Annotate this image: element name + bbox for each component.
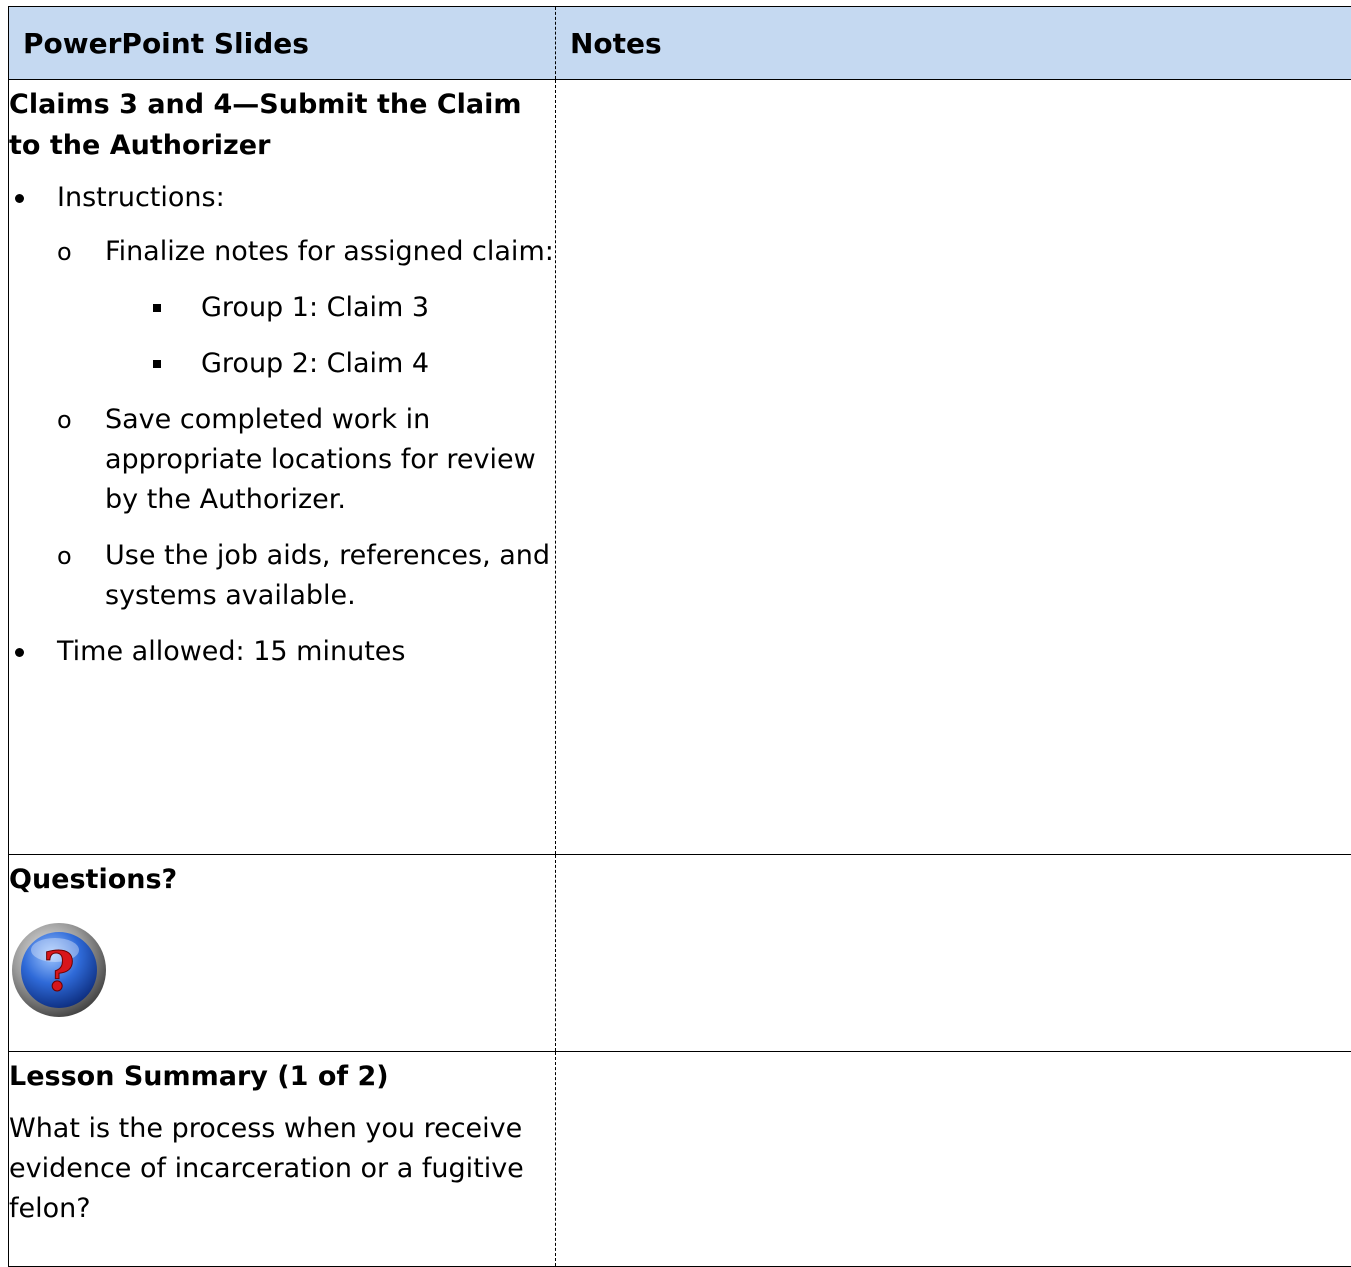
notes-cell[interactable] — [556, 1052, 1351, 1267]
sub-bullet-text: Finalize notes for assigned claim: — [105, 236, 554, 267]
slide-cell-questions — [9, 855, 556, 1052]
subsub-list — [105, 288, 555, 384]
list-item — [57, 536, 555, 616]
circle-bullet-icon: o — [57, 400, 72, 440]
header-notes: Notes — [556, 7, 1351, 80]
bullet-dot-icon — [15, 648, 24, 657]
slide-title: Lesson Summary (1 of 2) — [9, 1056, 555, 1097]
lesson-notes-table — [8, 6, 1351, 1267]
table-row — [9, 855, 1351, 1052]
slide-title: Claims 3 and 4—Submit the Claim to the Authorizer — [9, 84, 555, 166]
square-bullet-icon — [153, 360, 161, 368]
notes-cell[interactable] — [556, 855, 1351, 1052]
slide-cell-claims — [9, 80, 556, 855]
slide-cell-summary — [9, 1052, 556, 1267]
circle-bullet-icon: o — [57, 536, 72, 576]
list-item — [57, 232, 555, 384]
svg-text:?: ? — [43, 939, 75, 1003]
table-header-row — [9, 7, 1351, 80]
summary-question-text: What is the process when you receive evidence of incarceration or a fugitive felon? — [9, 1109, 555, 1229]
slide-title: Questions? — [9, 859, 555, 900]
header-powerpoint-slides: PowerPoint Slides — [9, 7, 556, 80]
bullet-text: Time allowed: 15 minutes — [57, 636, 405, 667]
sub-bullet-text: Save completed work in appropriate locations for review by the Authorizer. — [105, 404, 536, 515]
notes-cell[interactable] — [556, 80, 1351, 855]
list-item — [57, 288, 555, 328]
bullet-text: Instructions: — [57, 182, 225, 213]
subsub-bullet-text: Group 2: Claim 4 — [201, 348, 429, 379]
question-mark-icon — [9, 920, 109, 1020]
sub-list — [57, 232, 555, 616]
table-row — [9, 1052, 1351, 1267]
sub-bullet-text: Use the job aids, references, and systems available. — [105, 540, 550, 611]
table-row — [9, 80, 1351, 855]
list-item — [57, 344, 555, 384]
list-item — [9, 632, 555, 672]
list-item — [9, 178, 555, 616]
circle-bullet-icon: o — [57, 232, 72, 272]
list-item — [57, 400, 555, 520]
bullet-list — [9, 178, 555, 672]
square-bullet-icon — [153, 304, 161, 312]
subsub-bullet-text: Group 1: Claim 3 — [201, 292, 429, 323]
bullet-dot-icon — [15, 194, 24, 203]
